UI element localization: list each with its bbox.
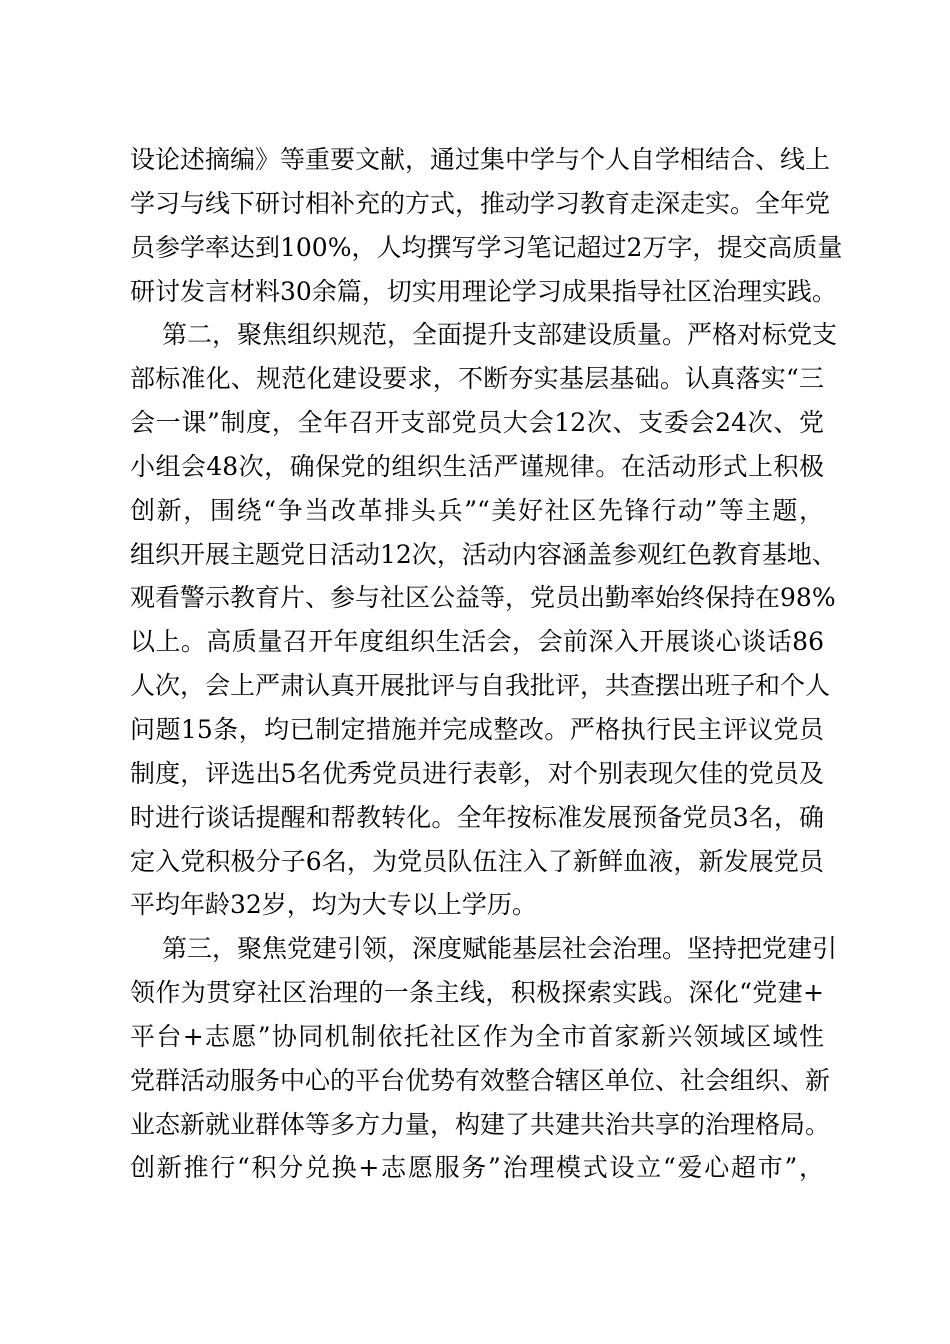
text-line: 观看警示教育片、参与社区公益等，党员出勤率始终保持在98%: [130, 583, 836, 613]
text-line: 部标准化、规范化建设要求，不断夯实基层基础。认真落实“三: [130, 364, 824, 394]
text-line: 时进行谈话提醒和帮教转化。全年按标准发展预备党员3名，确: [130, 802, 824, 832]
text-line: 研讨发言材料30余篇，切实用理论学习成果指导社区治理实践。: [130, 276, 837, 306]
text-line: 制度，评选出5名优秀党员进行表彰，对个别表现欠佳的党员及: [130, 758, 824, 788]
text-line: 会一课”制度，全年召开支部党员大会12次、支委会24次、党: [130, 408, 824, 438]
text-line: 组织开展主题党日活动12次，活动内容涵盖参观红色教育基地、: [130, 539, 837, 569]
paragraph-1: [130, 138, 843, 313]
text-line: 创新推行“积分兑换+志愿服务”治理模式设立“爱心超市”，: [130, 1153, 824, 1183]
document-page: [130, 138, 843, 1190]
text-line: 领作为贯穿社区治理的一条主线，积极探索实践。深化“党建+: [130, 978, 824, 1008]
text-line: 平均年龄32岁，均为大专以上学历。: [130, 890, 537, 920]
text-line: 以上。高质量召开年度组织生活会，会前深入开展谈心谈话86: [130, 627, 824, 657]
text-line: 定入党积极分子6名，为党员队伍注入了新鲜血液，新发展党员: [130, 846, 824, 876]
text-line: 小组会48次，确保党的组织生活严谨规律。在活动形式上积极: [130, 451, 824, 481]
text-line: 第三，聚焦党建引领，深度赋能基层社会治理。坚持把党建引: [162, 934, 838, 964]
paragraph-3: [130, 927, 838, 1190]
text-line: 人次，会上严肃认真开展批评与自我批评，共查摆出班子和个人: [130, 671, 831, 701]
text-line: 平台+志愿”协同机制依托社区作为全市首家新兴领域区域性: [130, 1021, 824, 1051]
text-line: 创新，围绕“争当改革排头兵”“美好社区先锋行动”等主题，: [130, 495, 824, 525]
text-line: 党群活动服务中心的平台优势有效整合辖区单位、社会组织、新: [130, 1065, 831, 1095]
text-line: 第二，聚焦组织规范，全面提升支部建设质量。严格对标党支: [162, 320, 838, 350]
paragraph-2: [130, 313, 838, 927]
text-line: 业态新就业群体等多方力量，构建了共建共治共享的治理格局。: [130, 1109, 831, 1139]
text-line: 学习与线下研讨相补充的方式，推动学习教育走深走实。全年党: [130, 188, 831, 218]
text-line: 问题15条，均已制定措施并完成整改。严格执行民主评议党员: [130, 714, 824, 744]
text-line: 设论述摘编》等重要文献，通过集中学与个人自学相结合、线上: [130, 145, 831, 174]
text-line: 员参学率达到100%，人均撰写学习笔记超过2万字，提交高质量: [130, 232, 843, 262]
